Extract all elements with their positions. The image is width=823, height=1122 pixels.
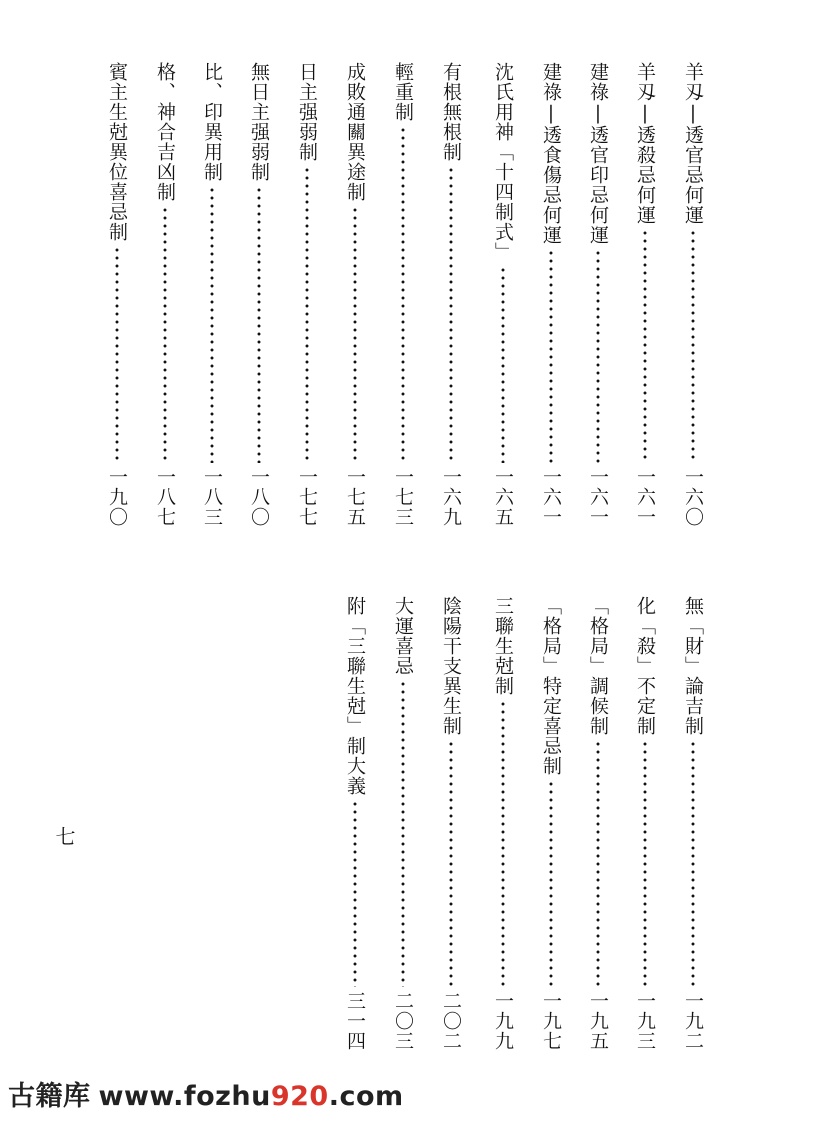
watermark-url-part1: www.fozhu [98,1081,271,1112]
toc-entry-title: 羊刄|透官忌何運 [682,62,704,225]
toc-entry-title: 無「財」論吉制 [682,596,704,736]
toc-entry-page: 一六〇 [682,467,704,527]
toc-entry-page: 一九七 [540,991,562,1051]
toc-entry-title: 輕重制 [392,62,414,122]
page-number: 七 [52,826,76,846]
toc-entry [441,596,460,1051]
toc-entry-title: 三聯生尅制 [492,596,514,696]
toc-leader-dots [493,266,512,463]
toc-entry-title: 「格局」特定喜忌制 [540,596,562,776]
toc-entry-title: 有根無根制 [440,62,462,162]
toc-leader-dots [249,186,268,463]
toc-entry [155,62,174,527]
toc-entry [297,62,316,527]
toc-entry [683,62,702,527]
toc-entry-title: 化「殺」不定制 [634,596,656,736]
toc-entry [683,596,702,1051]
toc-entry-title: 賓主生尅異位喜忌制 [106,62,128,242]
toc-entry [588,62,607,527]
toc-entry [393,62,412,527]
toc-leader-dots [345,800,364,987]
toc-leader-dots [541,780,560,987]
toc-leader-dots [441,740,460,987]
toc-entry [345,62,364,527]
toc-leader-dots [155,206,174,463]
toc-leader-dots [393,680,412,987]
watermark-url-highlight: 920 [270,1081,329,1112]
toc-entry-title: 建祿|透食傷忌何運 [540,62,562,245]
toc-leader-dots [683,229,702,463]
toc-entry-title: 陰陽干支異生制 [440,596,462,736]
watermark-url-part2: .com [328,1081,404,1112]
toc-entry-page: 一九三 [634,991,656,1051]
toc-entry-page: 一六五 [492,467,514,527]
toc-entry-page: 三一四 [344,991,366,1051]
toc-leader-dots [588,740,607,987]
toc-entry [588,596,607,1051]
toc-leader-dots [297,166,316,463]
toc-entry-title: 比、印異用制 [201,62,223,182]
toc-entry-page: 一七三 [392,467,414,527]
toc-entry [345,596,364,1051]
toc-leader-dots [107,246,126,463]
toc-entry-page: 一九五 [587,991,609,1051]
toc-entry-page: 一七七 [296,467,318,527]
toc-entry-title: 成敗通關異途制 [344,62,366,202]
toc-entry [107,62,126,527]
toc-entry-page: 一九二 [682,991,704,1051]
watermark-brand: 古籍库 [8,1081,91,1112]
toc-entry [541,596,560,1051]
toc-leader-dots [541,249,560,463]
toc-entry [202,62,221,527]
toc-entry [493,62,512,527]
site-watermark [8,1074,404,1113]
toc-entry [249,62,268,527]
toc-entry-title: 日主强弱制 [296,62,318,162]
toc-entry-page: 二〇二 [440,991,462,1051]
toc-entry [635,596,654,1051]
toc-entry-page: 一六一 [634,467,656,527]
toc-entry-page: 一六一 [587,467,609,527]
toc-entry [635,62,654,527]
toc-leader-dots [493,700,512,987]
toc-entry-page: 一八七 [154,467,176,527]
toc-entry-title: 建祿|透官印忌何運 [587,62,609,245]
toc-entry [441,62,460,527]
toc-entry-page: 一八三 [201,467,223,527]
toc-entry-page: 二〇三 [392,991,414,1051]
toc-leader-dots [345,206,364,463]
toc-leader-dots [202,186,221,463]
toc-leader-dots [635,229,654,463]
toc-leader-dots [441,166,460,463]
toc-entry-page: 一六九 [440,467,462,527]
toc-entry-title: 羊刄|透殺忌何運 [634,62,656,225]
toc-entry-page: 一六一 [540,467,562,527]
toc-entry-page: 一九〇 [106,467,128,527]
toc-leader-dots [635,740,654,987]
toc-entry [493,596,512,1051]
toc-leader-dots [393,126,412,463]
toc-entry-page: 一九九 [492,991,514,1051]
toc-entry-title: 沈氏用神「十四制式」 [492,62,514,262]
toc-entry [393,596,412,1051]
toc-entry-title: 格、神合吉凶制 [154,62,176,202]
toc-leader-dots [588,249,607,463]
toc-entry [541,62,560,527]
toc-entry-page: 一八〇 [248,467,270,527]
toc-entry-title: 「格局」調候制 [587,596,609,736]
toc-entry-page: 一七五 [344,467,366,527]
toc-entry-title: 大運喜忌 [392,596,414,676]
toc-leader-dots [683,740,702,987]
toc-entry-title: 無日主强弱制 [248,62,270,182]
toc-entry-title: 附「三聯生尅」制大義 [344,596,366,796]
